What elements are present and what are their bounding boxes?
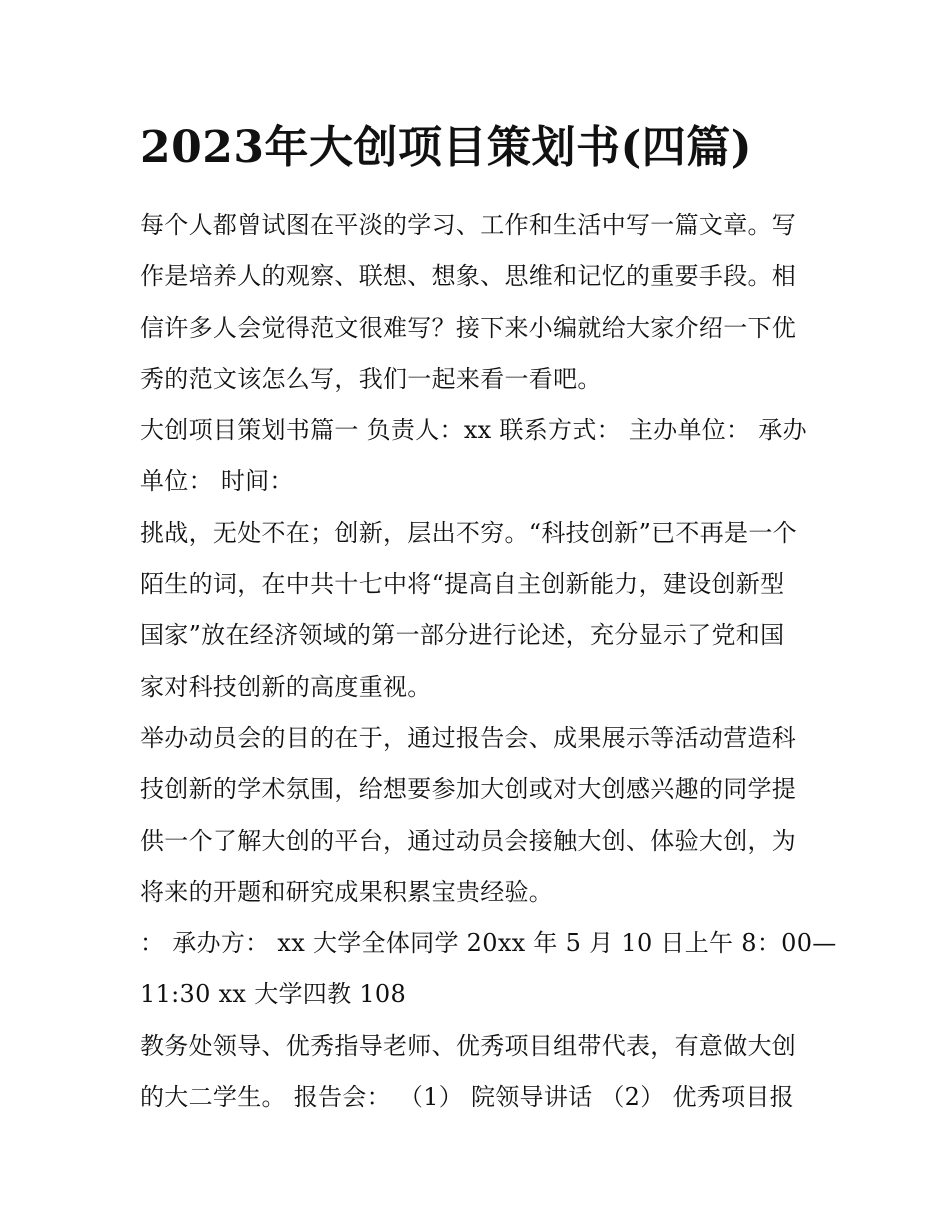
document-title: 2023年大创项目策划书(四篇) [140, 122, 753, 173]
paragraph-line: 国家”放在经济领域的第一部分进行论述，充分显示了党和国 [140, 621, 785, 650]
paragraph-line: 信许多人会觉得范文很难写？接下来小编就给大家介绍一下优 [140, 313, 797, 342]
paragraph-line: 作是培养人的观察、联想、想象、思维和记忆的重要手段。相 [140, 262, 797, 291]
paragraph-line: 挑战，无处不在；创新，层出不穷。“科技创新”已不再是一个 [140, 518, 797, 547]
paragraph-line: 教务处领导、优秀指导老师、优秀项目组带代表，有意做大创 [140, 1031, 797, 1060]
paragraph-line: 举办动员会的目的在于，通过报告会、成果展示等活动营造科 [140, 723, 797, 752]
paragraph-line: 供一个了解大创的平台，通过动员会接触大创、体验大创，为 [140, 826, 797, 855]
paragraph-line: 的大二学生。 报告会： （1） 院领导讲话 （2） 优秀项目报 [140, 1083, 794, 1112]
paragraph-line: 单位： 时间： [140, 467, 294, 496]
paragraph-line: 每个人都曾试图在平淡的学习、工作和生活中写一篇文章。写 [140, 211, 797, 239]
paragraph-line: 家对科技创新的高度重视。 [140, 672, 432, 701]
paragraph-line: 11:30 xx 大学四教 108 [140, 980, 407, 1009]
paragraph-line: ： 承办方： xx 大学全体同学 20xx 年 5 月 10 日上午 8：00— [140, 929, 837, 958]
paragraph-line: 将来的开题和研究成果积累宝贵经验。 [140, 877, 554, 906]
paragraph-line: 大创项目策划书篇一 负责人：xx 联系方式： 主办单位： 承办 [140, 416, 807, 445]
paragraph-line: 技创新的学术氛围，给想要参加大创或对大创感兴趣的同学提 [140, 775, 797, 804]
paragraph-line: 陌生的词，在中共十七中将“提高自主创新能力，建设创新型 [140, 570, 785, 599]
document-body [140, 200, 840, 1123]
paragraph-line: 秀的范文该怎么写，我们一起来看一看吧。 [140, 364, 602, 393]
